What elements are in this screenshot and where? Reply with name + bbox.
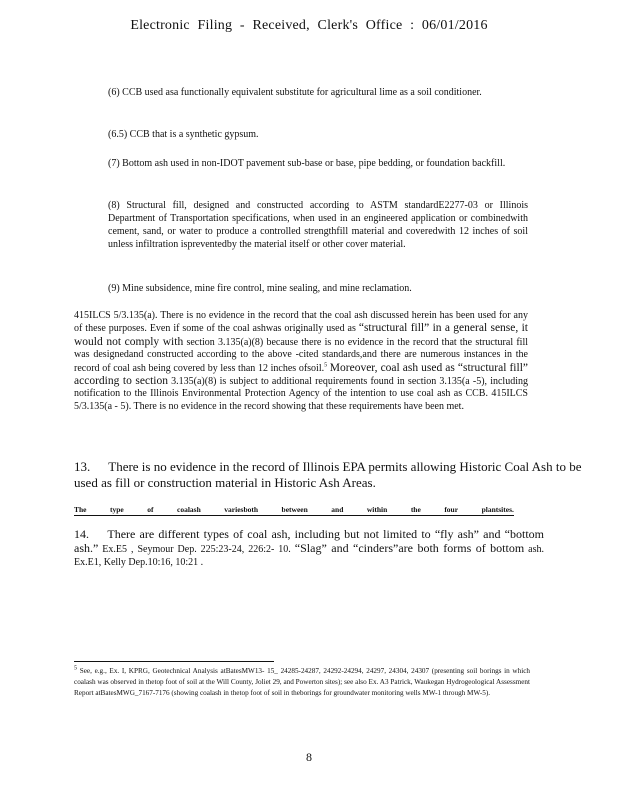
paragraph-415ilcs-part4: Moreover, coal ash used as “structural fill” according to section: [74, 361, 528, 388]
table-row: [74, 505, 514, 516]
footnote-number: 5: [74, 665, 77, 672]
table-cell: four: [444, 505, 459, 514]
section-heading-13: [74, 459, 594, 491]
table-cell: plantsites.: [481, 505, 514, 514]
table-cell: the: [410, 505, 421, 514]
footnote-divider: [74, 661, 274, 662]
paragraph-14: [74, 528, 544, 569]
filing-header: Electronic Filing - Received, Clerk's Office : 06/01/2016: [130, 18, 488, 33]
paragraph-415ilcs: [74, 310, 528, 413]
heading-13-text: There is no evidence in the record of Illinois EPA permits allowing Historic Coal Ash to be used as fill or construction material in Historic Ash Areas.: [74, 459, 582, 490]
paragraph-14-part2: Ex.E5 , Seymour Dep. 225:23-24, 226:2- 10.: [102, 544, 291, 555]
page-number: 8: [306, 750, 312, 764]
table-cell: variesboth: [224, 505, 259, 514]
paragraph-415ilcs-part3: section 3.135(a)(8) because there is no evidence in the record that the structural fill was designedand constructed according to the above -cited standards,and there are numerous instances in the record of coal ash being covered by less than 12 inches ofsoil.: [74, 336, 529, 374]
paragraph-14-part1: There are different types of coal ash, including but not limited to “fly ash” and “bottom ash.”: [74, 527, 544, 555]
footnote-5: [74, 666, 530, 698]
paragraph-14-part3: “Slag” and “cinders”are both forms of bottom: [294, 541, 525, 555]
table-cell: between: [281, 505, 308, 514]
list-item-7: (7) Bottom ash used in non-IDOT pavement sub-base or base, pipe bedding, or foundation backfill.: [108, 158, 506, 169]
paragraph-415ilcs-part5: 3.135(a)(8) is subject to additional requirements found in section 3.135(a -5), including notification to the Illinois Environmental Protection Agency of the intention to use coal ash as CCB. 415ILCS 5/3.135(a - 5). There is no evidence in the record showing that these requirements have been met.: [74, 376, 528, 412]
table-cell: and: [331, 505, 344, 514]
list-item-8: (8) Structural fill, designed and constructed according to ASTM standardE2277-03 or Illinois Department of Transportation specifications, when used in an engineered application or combinedwith cement, sand, or water to produce a controlled strengthfill material and coveredwith 12 inches of soil unless infiltration ispreventedby the material itself or other cover material.: [108, 200, 528, 250]
table-cell: type: [110, 505, 124, 514]
table-cell: coalash: [177, 505, 201, 514]
paragraph-14-part4: ash. Ex.E1, Kelly Dep.10:16, 10:21 .: [74, 544, 544, 568]
footnote-ref: 5: [324, 362, 328, 369]
heading-13-number: 13.: [74, 459, 91, 474]
footnote-text: See, e.g., Ex. I, KPRG, Geotechnical Analysis atBatesMW13- 15_ 24285-24287, 24292-24294, 24297, 24304, 24307 (presenting soil borings in which coalash was observed in thetop foot of soil at the Will County, Joliet 29, and Powerton sites); see also Ex. A3 Patrick, Waukegan Hydrogeological Assessment Report atBatesMWG_7167-7176 (showing coalash in thetop foot of soil in theborings for groundwater monitoring wells MW-1 through MW-5).: [74, 667, 530, 697]
list-item-9: (9) Mine subsidence, mine fire control, mine sealing, and mine reclamation.: [108, 283, 412, 294]
list-item-6: (6) CCB used asa functionally equivalent substitute for agricultural lime as a soil conditioner.: [108, 87, 482, 98]
table-cell: within: [366, 505, 388, 514]
paragraph-415ilcs-part1: 415ILCS 5/3.135(a). There is no evidence in the record that the coal ash discussed herein has been used for any of these purposes. Even if some of the coal ashwas originally used as: [74, 310, 528, 335]
list-item-6-5: (6.5) CCB that is a synthetic gypsum.: [108, 129, 259, 140]
paragraph-14-number: 14.: [74, 527, 89, 541]
table-cell: of: [147, 505, 154, 514]
table-cell: The: [74, 505, 87, 514]
paragraph-415ilcs-part2: “structural fill” in a general sense, it would not comply with: [74, 322, 528, 348]
